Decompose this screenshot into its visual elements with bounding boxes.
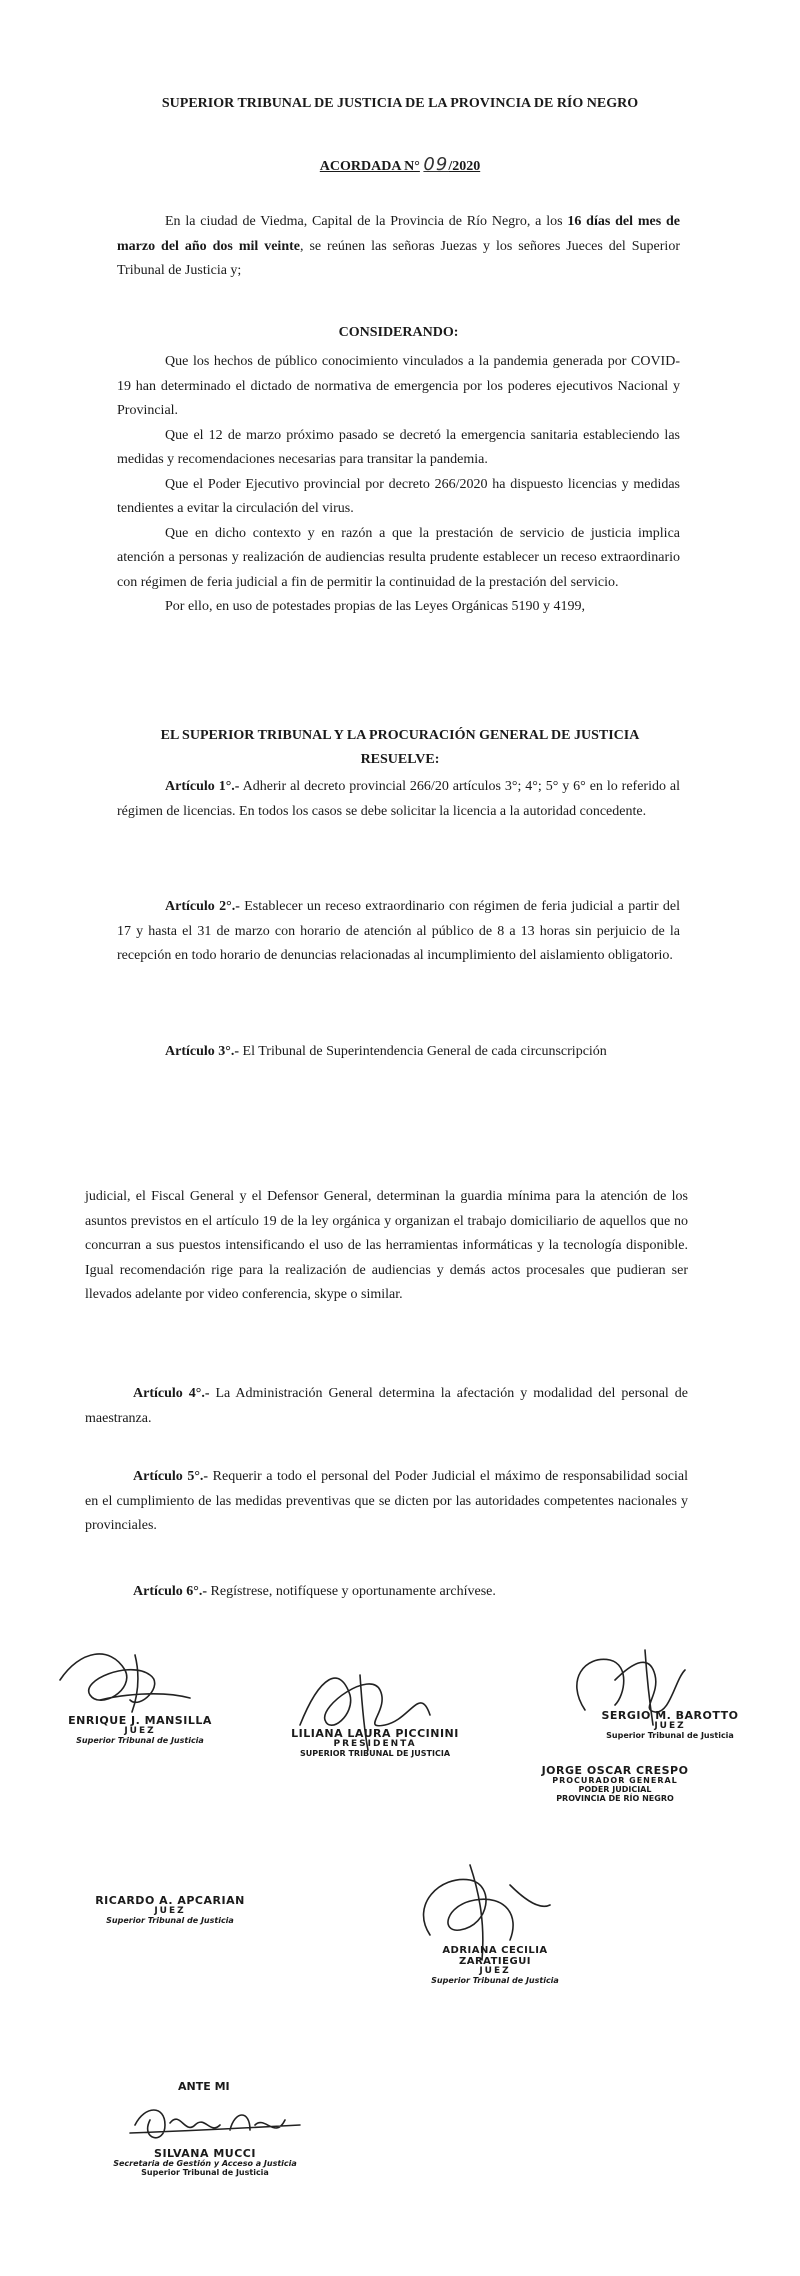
signatory-mucci bbox=[110, 2148, 300, 2178]
signatory-office-2: Superior Tribunal de Justicia bbox=[141, 2167, 269, 2177]
signatory-role: JUEZ bbox=[654, 1721, 686, 1732]
article-label: Artículo 3°.- bbox=[165, 1044, 240, 1059]
intro-text-1: En la ciudad de Viedma, Capital de la Provincia de Río Negro, a los bbox=[165, 214, 568, 229]
considerando-paragraph: Que en dicho contexto y en razón a que la prestación de servicio de justicia implica atención a personas y realización de audiencias resulta prudente establecer un receso extraordinario con régimen de feria judicial a fin de permitir la continuidad de la prestación del servicio. bbox=[117, 525, 680, 590]
signatory-role: JUEZ bbox=[124, 1726, 156, 1737]
article-label: Artículo 6°.- bbox=[133, 1584, 208, 1599]
signatory-office: SUPERIOR TRIBUNAL DE JUSTICIA bbox=[299, 1748, 451, 1758]
signatory-role: JUEZ bbox=[154, 1906, 186, 1917]
signatory-mansilla bbox=[55, 1715, 225, 1746]
article-label: Artículo 1°.- bbox=[165, 779, 240, 794]
article-label: Artículo 5°.- bbox=[133, 1469, 209, 1484]
signatory-office: PODER JUDICIAL bbox=[578, 1784, 652, 1794]
article-2 bbox=[117, 895, 680, 969]
considerando-paragraph: Que el Poder Ejecutivo provincial por decreto 266/2020 ha dispuesto licencias y medidas tendientes a evitar la circulación del virus. bbox=[117, 476, 680, 516]
signatory-name: SILVANA MUCCI bbox=[154, 2147, 256, 2160]
ante-mi-label: ANTE MI bbox=[178, 2080, 230, 2093]
signatory-role: PROCURADOR GENERAL bbox=[552, 1776, 678, 1786]
signatory-office: Superior Tribunal de Justicia bbox=[606, 1730, 734, 1740]
article-5 bbox=[85, 1465, 688, 1539]
acordada-suffix: /2020 bbox=[448, 159, 481, 174]
signatory-apcarian bbox=[75, 1895, 265, 1926]
article-4 bbox=[85, 1382, 688, 1431]
considerando-heading: CONSIDERANDO: bbox=[338, 325, 459, 340]
article-text: judicial, el Fiscal General y el Defensor General, determinan la guardia mínima para la atención de los asuntos previstos en el artículo 19 de la ley orgánica y organizan el trabajo domiciliario de aquellos que no concurran a sus puestos intensificando el uso de las herramientas informáticas y la tecnología disponible. Igual recomendación rige para la realización de audiencias y demás actos procesales que pudieran ser llevados adelante por video conferencia, skype o similar. bbox=[85, 1189, 688, 1302]
article-text: Requerir a todo el personal del Poder Judicial el máximo de responsabilidad social en el cumplimiento de las medidas preventivas que se dicten por las autoridades competentes nacionales y provinciales. bbox=[85, 1469, 688, 1533]
signatory-office: Secretaria de Gestión y Acceso a Justicia bbox=[113, 2159, 297, 2169]
resolve-heading-2: RESUELVE: bbox=[360, 752, 440, 767]
article-6 bbox=[85, 1580, 688, 1605]
article-text: Establecer un receso extraordinario con régimen de feria judicial a partir del 17 y hasta el 31 de marzo con horario de atención al público de 8 a 13 horas sin perjuicio de la recepción en todo horario de denuncias relacionadas al incumplimiento del aislamiento obligatorio. bbox=[117, 899, 681, 963]
resolve-heading-1: EL SUPERIOR TRIBUNAL Y LA PROCURACIÓN GENERAL DE JUSTICIA bbox=[160, 728, 640, 743]
signatory-name: LILIANA LAURA PICCININI bbox=[291, 1727, 459, 1740]
article-3-continued bbox=[85, 1185, 688, 1308]
document-title: SUPERIOR TRIBUNAL DE JUSTICIA DE LA PROVINCIA DE RÍO NEGRO bbox=[161, 96, 639, 111]
signatory-role: JUEZ bbox=[479, 1966, 511, 1976]
article-text: Adherir al decreto provincial 266/20 artículos 3°; 4°; 5° y 6° en lo referido al régimen de licencias. En todos los casos se debe solicitar la licencia a la autoridad concedente. bbox=[117, 779, 681, 819]
intro-text-2: días del mes de marzo del año dos mil veinte bbox=[117, 214, 680, 254]
article-text: Regístrese, notifíquese y oportunamente archívese. bbox=[207, 1584, 496, 1599]
signatory-office: Superior Tribunal de Justicia bbox=[431, 1975, 559, 1985]
signature-scribble-mucci bbox=[125, 2095, 305, 2155]
acordada-prefix: ACORDADA N° bbox=[319, 159, 420, 174]
signatory-office: Superior Tribunal de Justicia bbox=[76, 1735, 204, 1745]
signatory-name: RICARDO A. APCARIAN bbox=[95, 1894, 245, 1907]
intro-text-3: , se reúnen las señoras Juezas y los señores Jueces del Superior Tribunal de Justicia y; bbox=[117, 238, 680, 278]
considerando-paragraph: Por ello, en uso de potestades propias de las Leyes Orgánicas 5190 y 4199, bbox=[165, 599, 586, 614]
considerando-section bbox=[117, 350, 680, 620]
signatory-name: ENRIQUE J. MANSILLA bbox=[68, 1714, 212, 1727]
signatory-name: ADRIANA CECILIA ZARATIEGUI bbox=[442, 1945, 548, 1967]
signatory-office-2: PROVINCIA DE RÍO NEGRO bbox=[556, 1793, 674, 1803]
signatory-piccinini bbox=[280, 1728, 470, 1759]
considerando-paragraph: Que los hechos de público conocimiento vinculados a la pandemia generada por COVID-19 han determinado el dictado de normativa de emergencia por los poderes ejecutivos Nacional y Provincial. bbox=[117, 354, 680, 418]
signatory-office: Superior Tribunal de Justicia bbox=[106, 1915, 234, 1925]
article-text: El Tribunal de Superintendencia General de cada circunscripción bbox=[239, 1044, 607, 1059]
signatory-crespo bbox=[515, 1765, 715, 1803]
article-label: Artículo 2°.- bbox=[165, 899, 240, 914]
article-label: Artículo 4°.- bbox=[133, 1386, 210, 1401]
considerando-paragraph: Que el 12 de marzo próximo pasado se decretó la emergencia sanitaria estableciendo las medidas y recomendaciones necesarias para transitar la pandemia. bbox=[117, 427, 680, 467]
signatory-name: JORGE OSCAR CRESPO bbox=[541, 1764, 689, 1777]
signatory-barotto bbox=[595, 1710, 745, 1741]
article-3-start bbox=[117, 1040, 680, 1065]
signatory-name: SERGIO M. BAROTTO bbox=[601, 1709, 739, 1722]
signatory-zaratiegui bbox=[405, 1945, 585, 1986]
acordada-heading bbox=[0, 154, 800, 175]
intro-day: 16 bbox=[567, 214, 582, 229]
intro-paragraph bbox=[117, 210, 680, 284]
article-1 bbox=[117, 775, 680, 824]
signatory-role: PRESIDENTA bbox=[333, 1739, 417, 1750]
acordada-number: 09 bbox=[423, 154, 449, 175]
article-text: La Administración General determina la afectación y modalidad del personal de maestranza. bbox=[85, 1386, 688, 1426]
